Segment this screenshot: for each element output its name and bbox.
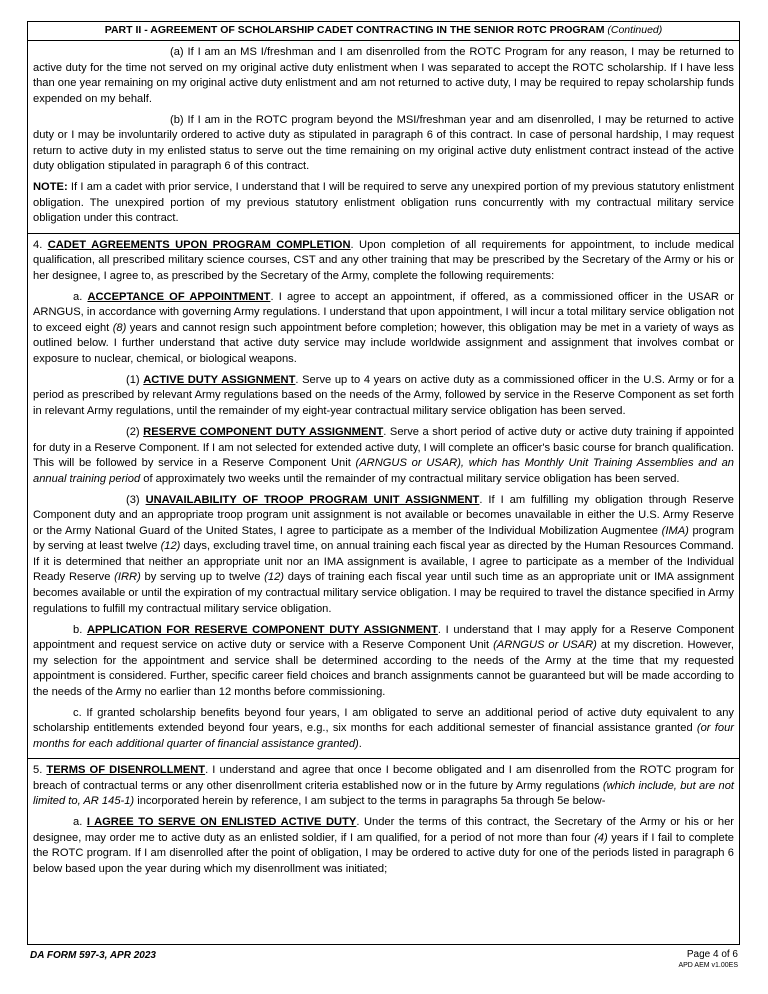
heading-terms-of-disenrollment: TERMS OF DISENROLLMENT <box>46 763 206 776</box>
para-note: NOTE: If I am a cadet with prior service, I understand that I will be required to serve any unexpired portion of my previous statutory enlistment obligation. The unexpired portion of my previous statutory enlistment obligation runs concurrently with my contractual military service obligation under this contract. <box>33 181 734 225</box>
heading-enlisted-active-duty: I AGREE TO SERVE ON ENLISTED ACTIVE DUTY <box>86 816 357 829</box>
para-5a: a. I AGREE TO SERVE ON ENLISTED ACTIVE DUTY. Under the terms of this contract, the Secretary of the Army or his or her designee, may order me to active duty as an enlisted soldier, if I am qualified, for a period of not more than four (4) years if I fail to complete the ROTC program. If I am disenrolled after the point of obligation, I may be ordered to active duty for one of the periods listed in paragraph 6 below based upon the year during which my disenrollment was initiated; <box>33 816 735 875</box>
divider <box>28 758 739 759</box>
para-5: 5. TERMS OF DISENROLLMENT. I understand and agree that once I become obligated and I am disenrolled from the ROTC program for breach of contractual terms or any other disenrollment criteria established now or in the future by Army regulations (which include, but are not limited to, AR 145-1) incorporated herein by reference, I am subject to the terms in paragraphs 5a through 5e below- <box>33 763 734 808</box>
para-3a: (a) If I am an MS I/freshman and I am disenrolled from the ROTC Program for any reason, I may be returned to active duty for the time not served on my original active duty enlistment when I was separated to accept the ROTC scholarship. If I have less than one year remaining on my original active duty enlistment and am not returned to active duty, I may be required to repay scholarship funds expended on my behalf. <box>33 46 734 105</box>
para-4a3: (3) UNAVAILABILITY OF TROOP PROGRAM UNIT ASSIGNMENT. If I am fulfilling my obligation through Reserve Component duty and an appropriate troop program unit assignment is not available or becomes unavailable in either the U.S. Army Reserve or the Army National Guard of the United States, I agree to participate as a member of the Individual Mobilization Augmentee (IMA) program by serving at least twelve (12) days, excluding travel time, on annual training each fiscal year as directed by the Human Resources Command. If it is determined that neither an appropriate unit nor an IMA assignment is available, I agree to participate as a member of the Individual Ready Reserve (IRR) by serving up to twelve (12) days of training each fiscal year until such time as an appropriate unit or IMA assignment becomes available or until the expiration of my contractual military service obligation. I may be required to travel the distance specified in Army regulations to fulfill my contractual military service obligation. <box>33 493 734 615</box>
heading-reserve-component-duty: RESERVE COMPONENT DUTY ASSIGNMENT <box>143 426 384 439</box>
heading-unavailability: UNAVAILABILITY OF TROOP PROGRAM UNIT ASSIGNMENT <box>145 493 480 506</box>
para-4a: a. ACCEPTANCE OF APPOINTMENT. I agree to accept an appointment, if offered, as a commissioned officer in the USAR or ARNGUS, in accordance with governing Army regulations. I understand that upon appointment, I will incur a total military service obligation not to exceed eight (8) years and cannot resign such appointment before completion; however, this obligation may be met in a variety of ways as outlined below. I further understand that active duty service may include worldwide assignment and assignment that involves combat or exposure to nuclear, chemical, or biological weapons. <box>33 290 735 365</box>
form-body <box>28 41 739 877</box>
form-frame <box>27 21 740 945</box>
divider <box>28 233 739 234</box>
para-4c: c. If granted scholarship benefits beyond four years, I am obligated to serve an additional period of active duty equivalent to any scholarship entitlements extended beyond four years, e.g., six months for each additional semester of financial assistance granted (or four months for each additional quarter of financial assistance granted). <box>33 706 734 750</box>
para-4: 4. CADET AGREEMENTS UPON PROGRAM COMPLETION. Upon completion of all requirements for appointment, to include medical qualification, all prescribed military science courses, CST and any other training that may be prescribed by the Secretary of the Army or his or her designee, I agree to, as prescribed by the Secretary of the Army, complete the following requirements: <box>33 238 735 282</box>
para-4b: b. APPLICATION FOR RESERVE COMPONENT DUTY ASSIGNMENT. I understand that I may apply for a Reserve Component appointment and request service on active duty or service with a Reserve Component Unit (ARNGUS or USAR) at my discretion. However, my selection for the appointment and service shall be determined according to the needs of the Army at the time that my requested appointment is considered. Further, specific career field choices and branch assignments cannot be guaranteed but will be made according to the needs of the Army no earlier than 12 months before commissioning. <box>33 623 734 698</box>
para-4a2: (2) RESERVE COMPONENT DUTY ASSIGNMENT. Serve a short period of active duty or active duty training if appointed for duty in a Reserve Component. If I am not selected for extended active duty, I will complete an officer's basic course for branch qualification. This will be followed by service in a Reserve Component Unit (ARNGUS or USAR), which has Monthly Unit Training Assemblies and an annual training period of approximately two weeks until the remainder of my contractual military service obligation has been served. <box>33 426 735 485</box>
para-3b: (b) If I am in the ROTC program beyond the MSI/freshman year and am disenrolled, I may be returned to active duty or I may be involuntarily ordered to active duty as stipulated in paragraph 6 of this contract. In case of personal hardship, I may request return to active duty in my enlisted status to serve out the time remaining on my original active duty enlistment contract instead of the active duty obligation stipulated in paragraph 6 of this contract. <box>33 113 734 173</box>
heading-application-reserve: APPLICATION FOR RESERVE COMPONENT DUTY ASSIGNMENT <box>86 623 438 636</box>
form-version: APD AEM v1.00ES <box>678 962 738 969</box>
section-header-continued: (Continued) <box>607 24 663 36</box>
section-header <box>28 22 739 41</box>
form-number: DA FORM 597-3, APR 2023 <box>30 950 156 961</box>
page-number: Page 4 of 6 <box>686 949 738 960</box>
para-4a1: (1) ACTIVE DUTY ASSIGNMENT. Serve up to 4 years on active duty as a commissioned officer in the U.S. Army or for a period as prescribed by relevant Army regulations based on the needs of the Army, followed by service in the Reserve Component as set forth in relevant Army regulations, until the remainder of my eight-year contractual military service obligation has been served. <box>33 373 734 417</box>
heading-cadet-agreements: CADET AGREEMENTS UPON PROGRAM COMPLETION <box>47 238 351 251</box>
heading-active-duty-assignment: ACTIVE DUTY ASSIGNMENT <box>143 373 296 386</box>
note-label: NOTE: <box>33 181 68 194</box>
heading-acceptance-of-appointment: ACCEPTANCE OF APPOINTMENT <box>87 290 271 303</box>
section-header-title: PART II - AGREEMENT OF SCHOLARSHIP CADET CONTRACTING IN THE SENIOR ROTC PROGRAM <box>104 24 605 36</box>
